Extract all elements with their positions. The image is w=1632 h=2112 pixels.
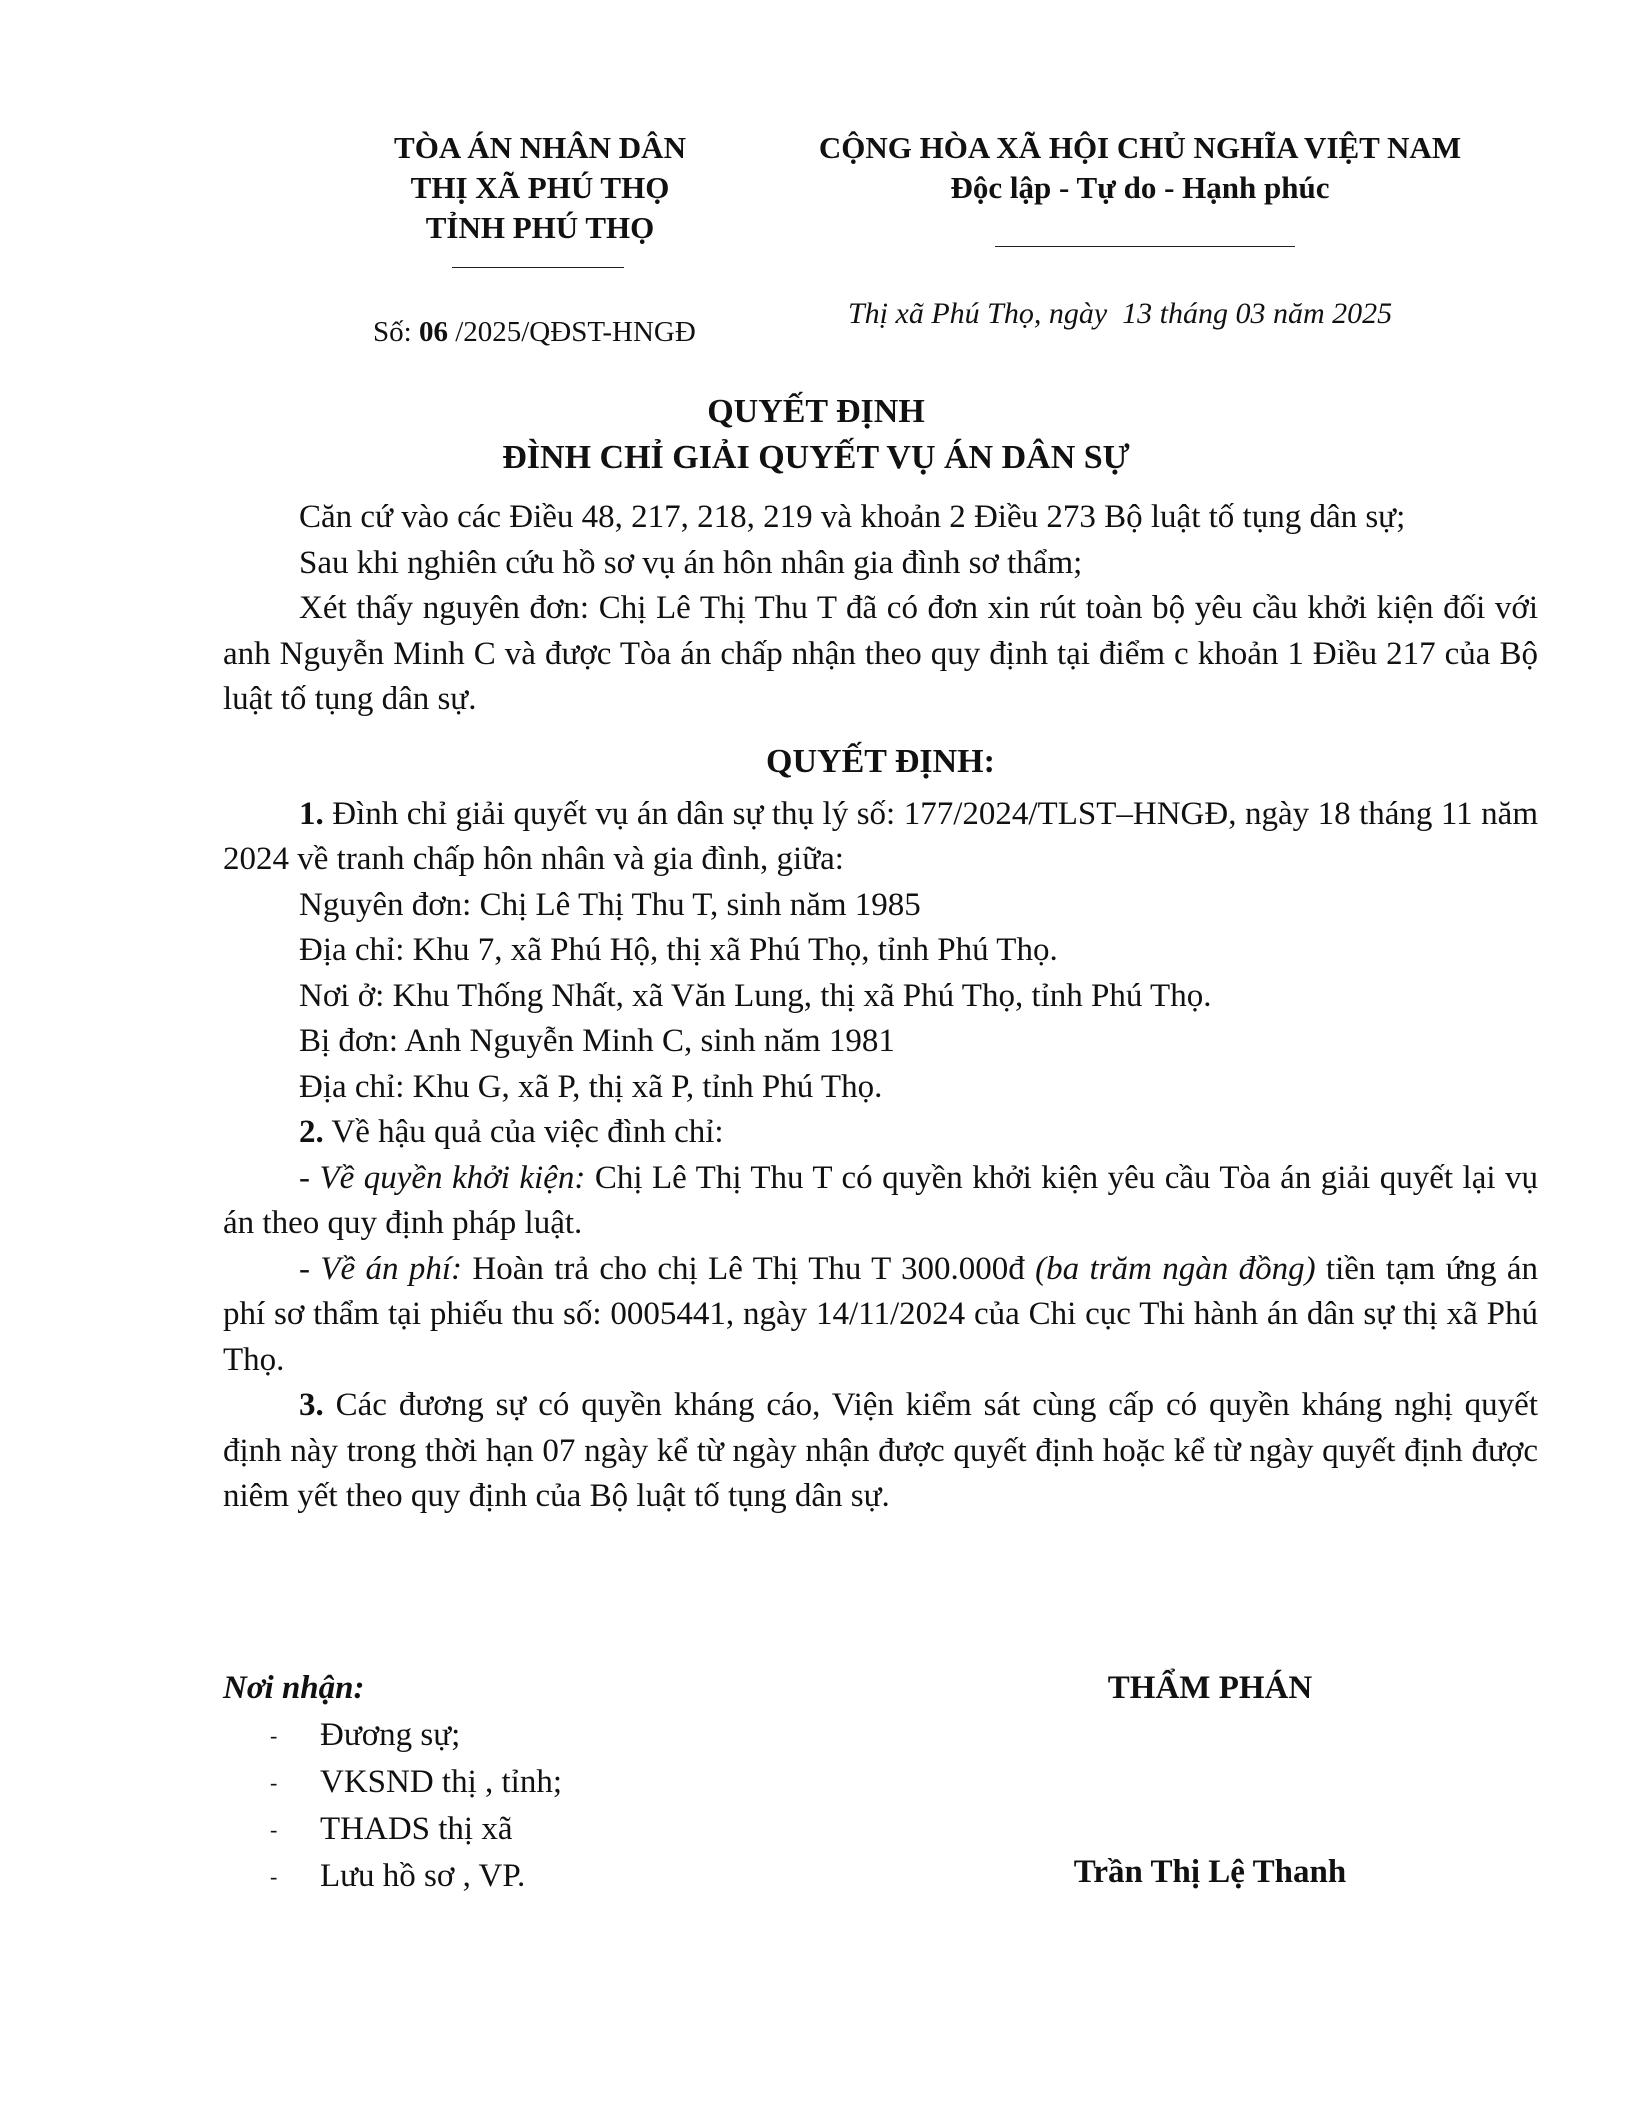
decision-item-1 bbox=[223, 792, 1538, 883]
place-date: Thị xã Phú Thọ, ngày 13 tháng 03 năm 2025 bbox=[848, 297, 1393, 330]
document-body bbox=[223, 495, 1538, 1520]
defendant: Bị đơn: Anh Nguyễn Minh C, sinh năm 1981 bbox=[299, 1023, 895, 1059]
item-1-text: Đình chỉ giải quyết vụ án dân sự thụ lý số: 177/2024/TLST–HNGĐ, ngày 18 tháng 11 năm 2024 về tranh chấp hôn nhân và gia đình, giữa: bbox=[223, 795, 1538, 877]
court-underline bbox=[452, 267, 624, 268]
list-bullet: - bbox=[270, 1723, 278, 1748]
list-bullet: - bbox=[270, 1864, 278, 1889]
court-fee bbox=[223, 1247, 1538, 1384]
court-fee-text-2: tiền tạm ứng án phí sơ thẩm tại phiếu thu số: 0005441, ngày 14/11/2024 của Chi cục Thi hành án dân sự thị xã Phú Thọ. bbox=[223, 1250, 1539, 1378]
item-2-number: 2. bbox=[299, 1114, 324, 1150]
court-line-2: THỊ XÃ PHÚ THỌ bbox=[410, 170, 670, 205]
right-to-sue bbox=[223, 1156, 1538, 1247]
recipient-item: - Đương sự; bbox=[223, 1712, 823, 1759]
document-number bbox=[373, 312, 696, 352]
recipient-item: - Lưu hồ sơ , VP. bbox=[223, 1853, 823, 1900]
decision-heading: QUYẾT ĐỊNH: bbox=[766, 742, 995, 780]
recipient-item: - THADS thị xã bbox=[223, 1806, 823, 1853]
preamble-finding: Xét thấy nguyên đơn: Chị Lê Thị Thu T đã có đơn xin rút toàn bộ yêu cầu khởi kiện đối với anh Nguyễn Minh C và được Tòa án chấp nhận theo quy định tại điểm c khoản 1 Điều 217 của Bộ luật tố tụng dân sự. bbox=[223, 590, 1538, 717]
item-2-text: Về hậu quả của việc đình chỉ: bbox=[323, 1114, 724, 1150]
court-fee-in-words: (ba trăm ngàn đồng) bbox=[1035, 1250, 1316, 1287]
document-number-suffix: /2025/QĐST-HNGĐ bbox=[447, 316, 696, 348]
decision-item-2 bbox=[223, 1110, 1538, 1156]
court-fee-label: - Về án phí: bbox=[299, 1250, 463, 1287]
document-subtitle: ĐÌNH CHỈ GIẢI QUYẾT VỤ ÁN DÂN SỰ bbox=[502, 439, 1130, 476]
court-name bbox=[365, 128, 715, 248]
recipient-item: - VKSND thị , tỉnh; bbox=[223, 1759, 823, 1806]
court-fee-text-1: Hoàn trả cho chị Lê Thị Thu T 300.000đ bbox=[462, 1250, 1036, 1287]
document-number-value: 06 bbox=[418, 316, 448, 348]
motto: Độc lập - Tự do - Hạnh phúc bbox=[950, 170, 1330, 205]
item-1-number: 1. bbox=[299, 795, 324, 832]
list-bullet: - bbox=[270, 1770, 278, 1795]
court-line-1: TÒA ÁN NHÂN DÂN bbox=[394, 130, 686, 165]
recipients-list bbox=[223, 1712, 823, 1900]
plaintiff: Nguyên đơn: Chị Lê Thị Thu T, sinh năm 1985 bbox=[299, 886, 921, 923]
national-motto bbox=[790, 128, 1490, 208]
document-number-prefix: Số: bbox=[373, 316, 419, 348]
plaintiff-residence: Nơi ở: Khu Thống Nhất, xã Văn Lung, thị xã Phú Thọ, tỉnh Phú Thọ. bbox=[299, 977, 1212, 1014]
document-title: QUYẾT ĐỊNH bbox=[707, 393, 925, 430]
signature-title: THẨM PHÁN bbox=[1107, 1670, 1313, 1706]
motto-underline bbox=[995, 246, 1295, 247]
recipients-block bbox=[223, 1666, 823, 1900]
preamble-legal-basis: Căn cứ vào các Điều 48, 217, 218, 219 và khoản 2 Điều 273 Bộ luật tố tụng dân sự; bbox=[299, 499, 1406, 535]
list-bullet: - bbox=[270, 1817, 278, 1842]
signature-name: Trần Thị Lệ Thanh bbox=[1073, 1854, 1347, 1890]
plaintiff-address: Địa chỉ: Khu 7, xã Phú Hộ, thị xã Phú Thọ, tỉnh Phú Thọ. bbox=[299, 932, 1058, 968]
decision-item-3 bbox=[223, 1383, 1538, 1520]
preamble-review: Sau khi nghiên cứu hồ sơ vụ án hôn nhân gia đình sơ thẩm; bbox=[299, 544, 1083, 581]
recipients-label: Nơi nhận: bbox=[223, 1670, 365, 1706]
country-name: CỘNG HÒA XÃ HỘI CHỦ NGHĨA VIỆT NAM bbox=[818, 130, 1462, 165]
item-3-number: 3. bbox=[299, 1387, 324, 1423]
defendant-address: Địa chỉ: Khu G, xã P, thị xã P, tỉnh Phú Thọ. bbox=[299, 1068, 883, 1105]
right-to-sue-text: Chị Lê Thị Thu T có quyền khởi kiện yêu cầu Tòa án giải quyết lại vụ án theo quy định pháp luật. bbox=[223, 1159, 1538, 1241]
right-to-sue-label: - Về quyền khởi kiện: bbox=[299, 1159, 586, 1196]
item-3-text: Các đương sự có quyền kháng cáo, Viện kiểm sát cùng cấp có quyền kháng nghị quyết định này trong thời hạn 07 ngày kể từ ngày nhận được quyết định hoặc kể từ ngày quyết định được niêm yết theo quy định của Bộ luật tố tụng dân sự. bbox=[223, 1387, 1538, 1514]
court-line-3: TỈNH PHÚ THỌ bbox=[425, 210, 655, 245]
